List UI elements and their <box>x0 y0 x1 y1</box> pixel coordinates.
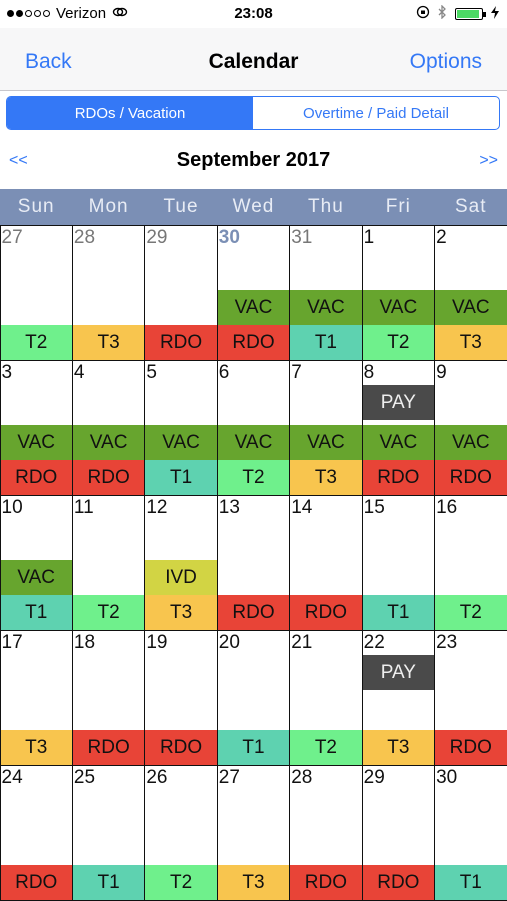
day-number: 23 <box>436 631 458 653</box>
day-number: 22 <box>363 631 385 653</box>
shift-tag-vac: VAC <box>218 290 289 325</box>
day-number: 8 <box>363 361 375 383</box>
shift-tag-vac: VAC <box>73 425 144 460</box>
calendar-day-cell[interactable] <box>144 765 217 901</box>
shift-tag-rdo: RDO <box>218 595 289 630</box>
battery-icon <box>455 8 483 20</box>
day-number: 12 <box>146 496 168 518</box>
day-number: 16 <box>436 496 458 518</box>
shift-tag-t1: T1 <box>363 595 434 630</box>
day-number: 5 <box>146 361 157 383</box>
shift-tag-t3: T3 <box>1 730 72 765</box>
shift-tag-t3: T3 <box>218 865 289 900</box>
calendar-day-cell[interactable] <box>72 630 145 766</box>
bluetooth-icon <box>438 5 447 23</box>
weekday-label: Mon <box>88 196 129 217</box>
shift-tag-vac: VAC <box>435 425 506 460</box>
shift-tag-t1: T1 <box>73 865 144 900</box>
shift-tag-rdo: RDO <box>435 460 506 495</box>
day-number: 13 <box>218 496 240 518</box>
calendar-day-cell[interactable] <box>362 360 435 496</box>
day-number: 30 <box>436 766 458 788</box>
shift-tag-vac: VAC <box>363 425 434 460</box>
weekday-label: Sun <box>17 196 55 217</box>
shift-tag-t3: T3 <box>145 595 216 630</box>
day-number: 28 <box>73 226 96 248</box>
day-number: 29 <box>146 226 168 248</box>
day-number: 24 <box>1 766 23 788</box>
shift-tag-rdo: RDO <box>1 460 72 495</box>
shift-tag-t2: T2 <box>218 460 289 495</box>
shift-tag-rdo: RDO <box>290 865 361 900</box>
calendar-day-cell[interactable] <box>144 225 217 361</box>
day-number: 25 <box>73 766 96 788</box>
calendar-day-cell[interactable] <box>0 630 73 766</box>
day-number: 7 <box>291 361 302 383</box>
calendar-day-cell[interactable] <box>434 765 507 901</box>
day-number: 19 <box>146 631 168 653</box>
shift-tag-t3: T3 <box>435 325 506 360</box>
options-button[interactable]: Options <box>409 50 482 73</box>
day-number: 4 <box>73 361 85 383</box>
shift-tag-ivd: IVD <box>145 560 216 595</box>
calendar-day-cell[interactable] <box>434 225 507 361</box>
day-number: 30 <box>218 226 240 248</box>
shift-tag-t1: T1 <box>290 325 361 360</box>
shift-tag-vac: VAC <box>1 425 72 460</box>
shift-tag-rdo: RDO <box>145 325 216 360</box>
day-number: 2 <box>436 226 447 248</box>
weekday-header <box>0 189 507 225</box>
calendar-day-cell[interactable] <box>434 360 507 496</box>
calendar-grid <box>0 225 507 900</box>
calendar-day-cell[interactable] <box>362 765 435 901</box>
shift-tag-pay: PAY <box>363 385 434 420</box>
status-time: 23:08 <box>234 5 273 22</box>
day-number: 1 <box>363 226 375 248</box>
day-number: 18 <box>73 631 96 653</box>
calendar-day-cell[interactable] <box>0 225 73 361</box>
shift-tag-vac: VAC <box>290 425 361 460</box>
shift-tag-rdo: RDO <box>363 865 434 900</box>
day-number: 6 <box>218 361 230 383</box>
calendar-day-cell[interactable] <box>362 225 435 361</box>
calendar-day-cell[interactable] <box>217 765 290 901</box>
next-month-button[interactable]: >> <box>479 152 498 169</box>
weekday-label: Sat <box>454 196 487 217</box>
weekday-label: Thu <box>308 196 344 217</box>
charging-icon <box>491 6 499 23</box>
weekday-label: Tue <box>163 196 199 217</box>
calendar-day-cell[interactable] <box>144 495 217 631</box>
calendar-day-cell[interactable] <box>362 495 435 631</box>
status-right <box>416 5 499 23</box>
calendar-day-cell[interactable] <box>217 495 290 631</box>
calendar-day-cell[interactable] <box>289 630 362 766</box>
calendar-day-cell[interactable] <box>72 765 145 901</box>
calendar-day-cell[interactable] <box>144 630 217 766</box>
day-number: 3 <box>1 361 13 383</box>
shift-tag-pay: PAY <box>363 655 434 690</box>
shift-tag-t2: T2 <box>145 865 216 900</box>
status-bar <box>0 0 507 28</box>
shift-tag-t2: T2 <box>73 595 144 630</box>
day-number: 11 <box>73 496 94 518</box>
calendar-day-cell[interactable] <box>217 630 290 766</box>
weekday-label: Fri <box>385 196 411 217</box>
shift-tag-t2: T2 <box>1 325 72 360</box>
orientation-lock-icon <box>416 5 430 23</box>
day-number: 27 <box>218 766 240 788</box>
day-number: 15 <box>363 496 385 518</box>
calendar-day-cell[interactable] <box>72 360 145 496</box>
calendar-day-cell[interactable] <box>217 360 290 496</box>
shift-tag-vac: VAC <box>435 290 506 325</box>
shift-tag-vac: VAC <box>363 290 434 325</box>
shift-tag-vac: VAC <box>218 425 289 460</box>
calendar-day-cell[interactable] <box>0 495 73 631</box>
shift-tag-vac: VAC <box>290 290 361 325</box>
calendar-day-cell[interactable] <box>72 495 145 631</box>
calendar-day-cell[interactable] <box>289 360 362 496</box>
shift-tag-vac: VAC <box>1 560 72 595</box>
carrier-name: Verizon <box>56 5 107 22</box>
calendar-day-cell[interactable] <box>289 495 362 631</box>
shift-tag-rdo: RDO <box>1 865 72 900</box>
calendar-day-cell[interactable] <box>144 360 217 496</box>
shift-tag-t2: T2 <box>435 595 506 630</box>
calendar-day-cell[interactable] <box>434 630 507 766</box>
calendar-day-cell[interactable] <box>434 495 507 631</box>
shift-tag-t1: T1 <box>145 460 216 495</box>
shift-tag-rdo: RDO <box>73 730 144 765</box>
shift-tag-rdo: RDO <box>145 730 216 765</box>
day-number: 29 <box>363 766 385 788</box>
shift-tag-vac: VAC <box>145 425 216 460</box>
day-number: 28 <box>291 766 313 788</box>
calendar-day-cell[interactable] <box>0 765 73 901</box>
shift-tag-t1: T1 <box>435 865 506 900</box>
month-header <box>0 142 507 180</box>
day-number: 26 <box>146 766 168 788</box>
shift-tag-t3: T3 <box>73 325 144 360</box>
calendar-day-cell[interactable] <box>217 225 290 361</box>
shift-tag-rdo: RDO <box>290 595 361 630</box>
shift-tag-rdo: RDO <box>73 460 144 495</box>
shift-tag-t1: T1 <box>1 595 72 630</box>
day-number: 9 <box>436 361 447 383</box>
day-number: 10 <box>1 496 23 518</box>
shift-tag-rdo: RDO <box>435 730 506 765</box>
tab-rdos-vacation[interactable]: RDOs / Vacation <box>7 97 253 129</box>
day-number: 21 <box>291 631 313 653</box>
calendar-day-cell[interactable] <box>289 765 362 901</box>
calendar-day-cell[interactable] <box>0 360 73 496</box>
back-button[interactable]: Back <box>25 50 72 73</box>
shift-tag-t3: T3 <box>290 460 361 495</box>
calendar-day-cell[interactable] <box>362 630 435 766</box>
weekday-label: Wed <box>232 196 275 217</box>
shift-tag-t3: T3 <box>363 730 434 765</box>
day-number: 20 <box>218 631 240 653</box>
segmented-control <box>6 96 500 130</box>
calendar-day-cell[interactable] <box>72 225 145 361</box>
day-number: 17 <box>1 631 23 653</box>
day-number: 27 <box>1 226 23 248</box>
shift-tag-t2: T2 <box>290 730 361 765</box>
day-number: 14 <box>291 496 313 518</box>
shift-tag-rdo: RDO <box>218 325 289 360</box>
shift-tag-t2: T2 <box>363 325 434 360</box>
navigation-bar <box>0 28 507 91</box>
page-title: Calendar <box>208 50 299 73</box>
previous-month-button[interactable]: << <box>9 152 28 169</box>
shift-tag-t1: T1 <box>218 730 289 765</box>
calendar-day-cell[interactable] <box>289 225 362 361</box>
tab-overtime-paid-detail[interactable]: Overtime / Paid Detail <box>303 104 449 122</box>
shift-tag-rdo: RDO <box>363 460 434 495</box>
day-number: 31 <box>291 226 313 248</box>
month-title: September 2017 <box>176 149 331 171</box>
